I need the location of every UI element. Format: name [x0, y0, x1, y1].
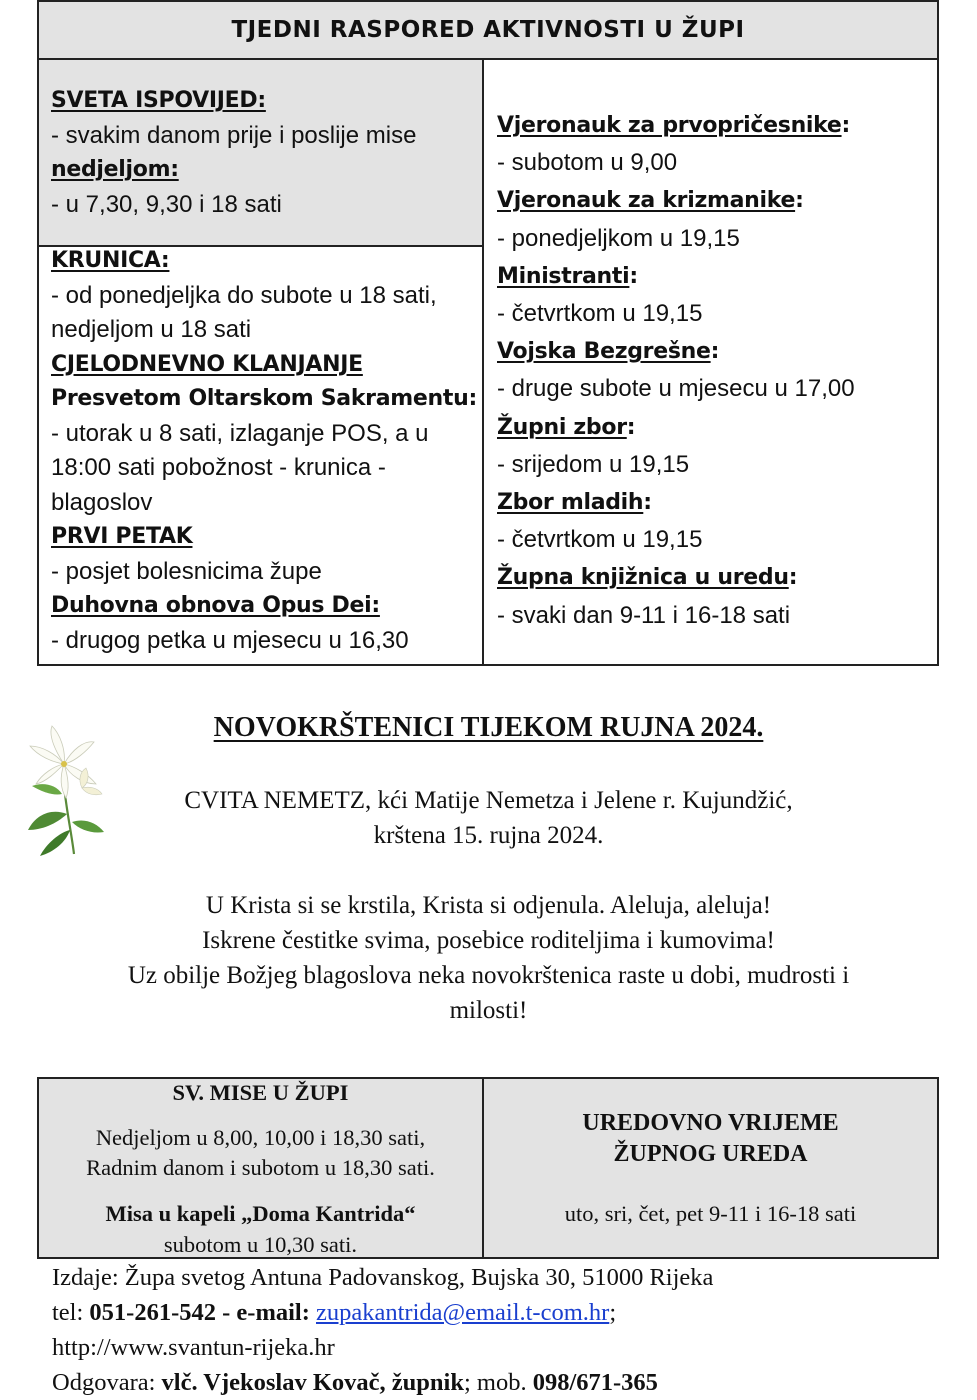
opus-dei-text: - drugog petka u mjesecu u 16,30: [51, 626, 409, 654]
office-hours-title-1: UREDOVNO VRIJEME: [582, 1110, 839, 1136]
phone-number: 051-261-542: [89, 1299, 216, 1326]
schedule-column-divider: [482, 58, 484, 666]
contact-line: tel: 051-261-542 - e-mail: zupakantrida@email.t-com.hr;: [52, 1299, 617, 1326]
confession-text: - svakim danom prije i poslije mise: [51, 121, 417, 149]
chapel-mass-title: Misa u kapeli „Doma Kantrida“: [105, 1201, 416, 1226]
tel-label: tel:: [52, 1299, 90, 1326]
blessing-line-4: milosti!: [449, 997, 528, 1024]
activity-text: - srijedom u 19,15: [497, 450, 690, 478]
activity-heading: Vjeronauk za krizmanike: [497, 188, 796, 214]
activity-heading: Zbor mladih: [497, 490, 644, 516]
activity-text: - ponedjeljkom u 19,15: [497, 224, 740, 252]
activity-item: Zbor mladih:: [497, 490, 652, 516]
chapel-mass-time: subotom u 10,30 sati.: [163, 1232, 358, 1257]
confession-heading: SVETA ISPOVIJED:: [51, 88, 266, 113]
website-link[interactable]: http://www.svantun-rijeka.hr: [52, 1334, 335, 1361]
office-hours-text: uto, sri, čet, pet 9-11 i 16-18 sati: [564, 1201, 857, 1226]
baptisms-title: NOVOKRŠTENICI TIJEKOM RUJNA 2024.: [213, 712, 764, 743]
adoration-text-1: - utorak u 8 sati, izlaganje POS, a u: [51, 419, 429, 447]
activity-text: - druge subote u mjesecu u 17,00: [497, 375, 855, 403]
email-link[interactable]: zupakantrida@email.t-com.hr: [316, 1299, 610, 1326]
first-friday-text: - posjet bolesnicima župe: [51, 557, 322, 585]
baptism-date-line: krštena 15. rujna 2024.: [373, 822, 604, 849]
activity-item: Vojska Bezgrešne:: [497, 339, 720, 365]
activity-item: Župna knjižnica u uredu:: [497, 565, 798, 591]
adoration-subheading: Presvetom Oltarskom Sakramentu:: [51, 386, 477, 411]
responsible-name: vlč. Vjekoslav Kovač, župnik: [161, 1369, 464, 1396]
first-friday-heading: PRVI PETAK: [51, 524, 193, 549]
activity-text: - četvrtkom u 19,15: [497, 300, 703, 328]
blessing-line-2: Iskrene čestitke svima, posebice roditeljima i kumovima!: [202, 927, 775, 954]
rosary-text-2: nedjeljom u 18 sati: [51, 316, 252, 343]
activity-item: Ministranti:: [497, 263, 638, 289]
activity-heading: Župni zbor: [497, 414, 627, 440]
email-label: - e-mail:: [216, 1299, 316, 1326]
baptism-name-line: CVITA NEMETZ, kći Matije Nemetza i Jelene r. Kujundžić,: [184, 787, 793, 814]
activity-heading: Župna knjižnica u uredu: [497, 565, 789, 591]
sunday-text: - u 7,30, 9,30 i 18 sati: [51, 190, 282, 218]
adoration-text-2: 18:00 sati pobožnost - krunica -: [51, 454, 386, 481]
mobile-label: ; mob.: [463, 1369, 533, 1396]
schedule-title: TJEDNI RASPORED AKTIVNOSTI U ŽUPI: [37, 0, 939, 60]
adoration-heading: CJELODNEVNO KLANJANJE: [51, 351, 363, 377]
activity-heading: Ministranti: [497, 263, 630, 289]
rosary-heading: KRUNICA:: [51, 248, 170, 273]
activity-text: - svaki dan 9-11 i 16-18 sati: [497, 601, 791, 629]
activity-item: Župni zbor:: [497, 414, 636, 440]
responsible-line: [52, 1365, 658, 1400]
masses-line-1: Nedjeljom u 8,00, 10,00 i 18,30 sati,: [95, 1125, 426, 1150]
masses-title: SV. MISE U ŽUPI: [172, 1080, 349, 1105]
adoration-text-3: blagoslov: [51, 488, 153, 516]
office-hours-title-2: ŽUPNOG UREDA: [613, 1141, 808, 1167]
schedule-left-column: [51, 84, 476, 658]
activity-text: - četvrtkom u 19,15: [497, 526, 703, 554]
activity-heading: Vojska Bezgrešne: [497, 339, 711, 365]
schedule-right-column: [497, 106, 933, 634]
blessing-line-3: Uz obilje Božjeg blagoslova neka novokrštenica raste u dobi, mudrosti i: [127, 962, 850, 989]
activity-item: Vjeronauk za krizmanike:: [497, 188, 804, 214]
rosary-text-1: - od ponedjeljka do subote u 18 sati,: [51, 281, 437, 309]
responsible-label: Odgovara:: [52, 1369, 162, 1396]
mobile-number: 098/671-365: [532, 1369, 658, 1396]
activity-item: Vjeronauk za prvopričesnike:: [497, 113, 851, 138]
activity-text: - subotom u 9,00: [497, 149, 678, 177]
publisher-line: Izdaje: Župa svetog Antuna Padovanskog, Bujska 30, 51000 Rijeka: [52, 1264, 714, 1291]
opus-dei-heading: Duhovna obnova Opus Dei:: [51, 593, 380, 618]
masses-office-divider: [482, 1077, 484, 1259]
masses-line-2: Radnim danom i subotom u 18,30 sati.: [86, 1155, 435, 1180]
blessing-line-1: U Krista si se krstila, Krista si odjenula. Aleluja, aleluja!: [205, 892, 772, 919]
sunday-heading: nedjeljom:: [51, 157, 179, 182]
activity-heading: Vjeronauk za prvopričesnike: [497, 113, 842, 138]
